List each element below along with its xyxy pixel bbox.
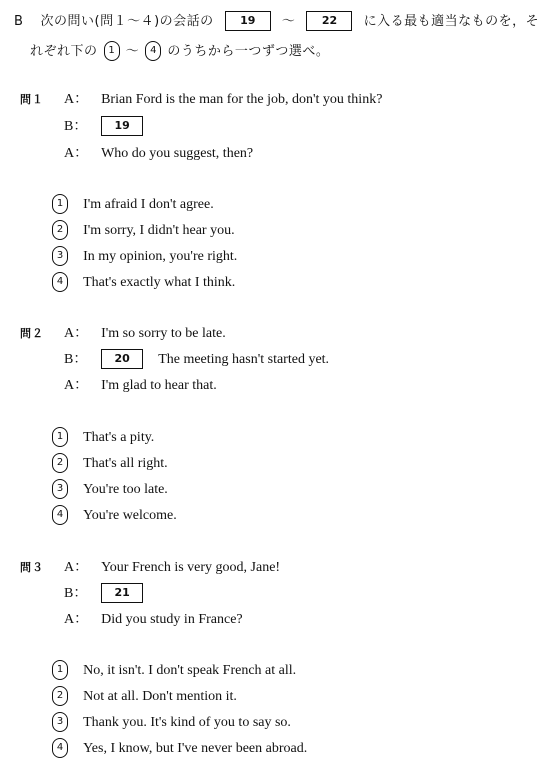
question-label: 問３ — [20, 561, 44, 574]
dialogue-text: Brian Ford is the man for the job, don't you think? — [101, 92, 383, 107]
answer-box-last: 22 — [306, 11, 352, 31]
dialogue-text: Who do you suggest, then? — [101, 146, 254, 161]
dialogue-turn — [64, 115, 143, 136]
dialogue-text: Did you study in France? — [101, 612, 243, 627]
answer-option — [52, 193, 214, 214]
option-number: 1 — [52, 660, 68, 680]
speaker-label: B： — [64, 586, 88, 601]
question-2 — [20, 322, 64, 341]
option-text: I'm afraid I don't agree. — [83, 197, 214, 212]
answer-option — [52, 452, 168, 473]
answer-option — [52, 219, 235, 240]
option-number: 2 — [52, 453, 68, 473]
circled-number-last: 4 — [145, 41, 161, 61]
dialogue-text: The meeting hasn't started yet. — [158, 352, 330, 367]
dialogue-text: Your French is very good, Jane! — [101, 560, 281, 575]
dialogue-turn — [64, 374, 217, 394]
speaker-label: B： — [64, 352, 88, 367]
option-text: Not at all. Don't mention it. — [83, 689, 237, 704]
section-label: B — [14, 14, 24, 29]
option-text: You're too late. — [83, 482, 168, 497]
question-3 — [20, 556, 64, 575]
answer-option — [52, 426, 154, 447]
answer-option — [52, 685, 237, 706]
range-tilde-2: ～ — [125, 44, 140, 59]
dialogue-turn — [64, 556, 280, 576]
answer-box-first: 19 — [225, 11, 271, 31]
option-text: No, it isn't. I don't speak French at all. — [83, 663, 297, 678]
instructions-text-1a: 次の問い(問１～４)の会話の — [40, 14, 214, 29]
answer-blank-box: 20 — [101, 349, 143, 369]
dialogue-turn — [64, 608, 243, 628]
answer-option — [52, 711, 291, 732]
option-number: 4 — [52, 738, 68, 758]
option-number: 4 — [52, 272, 68, 292]
option-text: That's all right. — [83, 456, 168, 471]
speaker-label: A： — [64, 612, 89, 627]
option-number: 4 — [52, 505, 68, 525]
answer-option — [52, 659, 296, 680]
answer-option — [52, 478, 168, 499]
option-text: Yes, I know, but I've never been abroad. — [83, 741, 308, 756]
speaker-label: A： — [64, 146, 89, 161]
option-number: 1 — [52, 427, 68, 447]
instructions-line-2 — [30, 40, 329, 61]
option-text: Thank you. It's kind of you to say so. — [83, 715, 291, 730]
dialogue-turn — [64, 88, 382, 108]
answer-option — [52, 271, 235, 292]
answer-blank-box: 19 — [101, 116, 143, 136]
option-number: 2 — [52, 686, 68, 706]
option-number: 1 — [52, 194, 68, 214]
speaker-label: B： — [64, 119, 88, 134]
option-number: 3 — [52, 246, 68, 266]
instructions-text-1b: に入る最も適当なものを，そ — [363, 14, 539, 29]
instructions-text-2a: れぞれ下の — [30, 44, 98, 59]
dialogue-text: I'm glad to hear that. — [101, 378, 217, 393]
option-number: 2 — [52, 220, 68, 240]
instructions-line-1 — [14, 10, 539, 31]
option-text: That's exactly what I think. — [83, 275, 236, 290]
speaker-label: A： — [64, 92, 89, 107]
answer-option — [52, 504, 177, 525]
dialogue-turn — [64, 582, 143, 603]
circled-number-first: 1 — [104, 41, 120, 61]
dialogue-text: I'm so sorry to be late. — [101, 326, 226, 341]
answer-option — [52, 245, 237, 266]
option-text: You're welcome. — [83, 508, 177, 523]
dialogue-turn — [64, 322, 226, 342]
question-label: 問２ — [20, 327, 44, 340]
dialogue-turn — [64, 142, 253, 162]
option-number: 3 — [52, 479, 68, 499]
speaker-label: A： — [64, 560, 89, 575]
option-text: I'm sorry, I didn't hear you. — [83, 223, 235, 238]
answer-blank-box: 21 — [101, 583, 143, 603]
speaker-label: A： — [64, 378, 89, 393]
question-label: 問１ — [20, 93, 44, 106]
question-1 — [20, 88, 64, 107]
option-text: That's a pity. — [83, 430, 155, 445]
dialogue-turn — [64, 348, 329, 369]
range-tilde: ～ — [281, 14, 296, 29]
option-text: In my opinion, you're right. — [83, 249, 238, 264]
instructions-text-2b: のうちから一つずつ選べ。 — [167, 44, 330, 59]
option-number: 3 — [52, 712, 68, 732]
answer-option — [52, 737, 307, 758]
speaker-label: A： — [64, 326, 89, 341]
